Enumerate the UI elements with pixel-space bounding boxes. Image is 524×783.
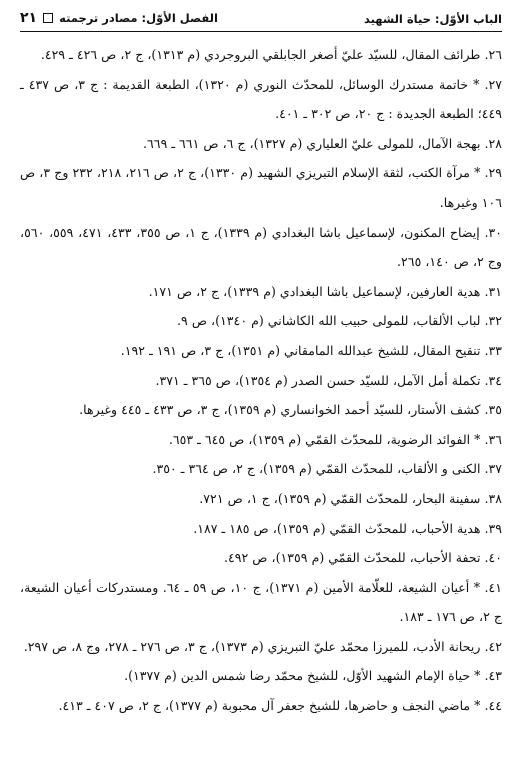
list-item: ٣٩. هدية الأحباب، للمحدّث القمّي (م ١٣٥٩)، ص ١٨٥ ـ ١٨٧. — [193, 520, 502, 536]
list-item: ٣٤. تكملة أمل الآمل، للسيّد حسن الصدر (م ١٣٥٤)، ص ٣٦٥ ـ ٣٧١. — [155, 372, 502, 388]
list-item: ٣٣. تنقيح المقال، للشيخ عبدالله المامقاني (م ١٣٥١)، ج ٣، ص ١٩١ ـ ١٩٢. — [120, 342, 502, 358]
list-item: ٣٨. سفينة البحار، للمحدّث القمّي (م ١٣٥٩)، ج ١، ص ٧٢١. — [199, 490, 502, 506]
header-chapter-title: الباب الأوّل: حياة الشهيد — [363, 12, 502, 26]
list-item: ٤٣. * حياة الإمام الشهيد الأوّل، للشيخ محمّد رضا شمس الدين (م ١٣٧٧). — [124, 668, 502, 684]
list-item: ٣٢. لباب الألقاب، للمولى حبيب الله الكاشاني (م ١٣٤٠)، ص ٩. — [177, 313, 502, 329]
list-item: ٣٥. كشف الأستار، للسيّد أحمد الخوانساري (م ١٣٥٩)، ج ٣، ص ٤٣٣ ـ ٤٤٥ وغيرها. — [79, 402, 502, 418]
list-item: ٤١. * أعيان الشيعة، للعلّامة الأمين (م ١٣٧١)، ج ١٠، ص ٥٩ ـ ٦٤. ومستدركات أعيان الشيعة، ج ٢، ص ١٧٦ ـ ١٨٣. — [20, 579, 503, 625]
header-section-title: الفصل الأوّل: مصادر ترجمته — [59, 11, 218, 25]
running-header — [20, 10, 502, 32]
list-item: ٢٩. * مرآة الكتب، لثقة الإسلام التبريزي الشهيد (م ١٣٣٠)، ج ٢، ص ٢١٦، ٢١٨، ٢٣٢ وج ٣، ص ١٠٦ وغيرها. — [20, 165, 502, 210]
list-item: ٤٢. ريحانة الأدب، للميرزا محمّد عليّ التبريزي (م ١٣٧٣)، ج ٣، ص ٢٧٦ ـ ٢٧٨، وج ٨، ص ٢٩٧. — [23, 638, 502, 654]
list-item: ٢٦. طرائف المقال، للسيّد عليّ أصغر الجابلقي البروجردي (م ١٣١٣)، ج ٢، ص ٤٢٦ ـ ٤٢٩. — [40, 47, 502, 62]
list-item: ٤٠. تحفة الأحباب، للمحدّث القمّي (م ١٣٥٩)، ص ٤٩٢. — [223, 550, 502, 566]
page-number: ٢١ — [20, 10, 38, 26]
list-item: ٢٧. * خاتمة مستدرك الوسائل، للمحدّث النوري (م ١٣٢٠)، الطبعة القديمة : ج ٣، ص ٤٣٧ ـ ٤٤٩؛ الطبعة الجديدة : ج ٢٠، ص ٣٠٢ ـ ٤٠١. — [20, 76, 503, 122]
list-item: ٣٠. إيضاح المكنون، لإسماعيل باشا البغدادي (م ١٣٣٩)، ج ١، ص ٣٥٥، ٤٣٣، ٤٧١، ٥٥٩، ٥٦٠، وج ٢، ص ١٤٠، ٢٦٥. — [20, 224, 503, 270]
square-icon — [43, 13, 53, 23]
list-item: ٤٤. * ماضي النجف و حاضرها، للشيخ جعفر آل محبوبة (م ١٣٧٧)، ج ٢، ص ٤٠٧ ـ ٤١٣. — [58, 698, 502, 714]
list-item: ٣٦. * الفوائد الرضوية، للمحدّث القمّي (م ١٣٥٩)، ص ٦٤٥ ـ ٦٥٣. — [168, 431, 502, 447]
source-list — [20, 40, 502, 721]
list-item: ٣١. هدية العارفين، لإسماعيل باشا البغدادي (م ١٣٣٩)، ج ٢، ص ١٧١. — [148, 283, 502, 299]
list-item: ٢٨. بهجة الآمال، للمولى عليّ العلياري (م ١٣٢٧)، ج ٦، ص ٦٦١ ـ ٦٦٩. — [143, 135, 502, 151]
list-item: ٣٧. الكنى و الألقاب، للمحدّث القمّي (م ١٣٥٩)، ج ٢، ص ٣٦٤ ـ ٣٥٠. — [152, 461, 502, 477]
header-section — [20, 10, 218, 26]
